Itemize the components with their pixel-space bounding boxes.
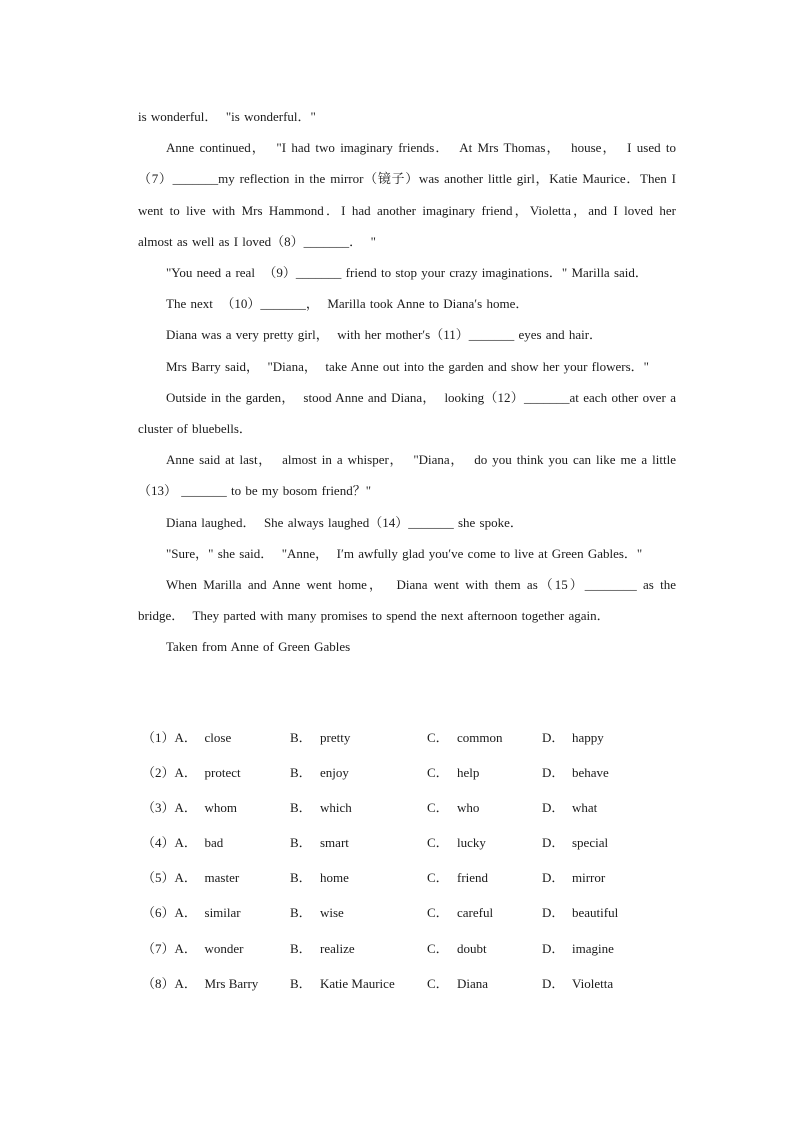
question-number: （5）	[142, 870, 175, 886]
option-letter: A．	[174, 870, 197, 886]
paragraph: is wonderful． "is wonderful．"	[138, 109, 316, 124]
option-text: bad	[204, 835, 224, 851]
option-b[interactable]	[290, 973, 395, 995]
option-letter: B．	[290, 905, 312, 921]
option-text: Diana	[457, 975, 489, 991]
option-c[interactable]	[427, 762, 479, 784]
question-number: （8）	[142, 975, 175, 991]
option-a[interactable]	[142, 762, 241, 784]
option-letter: C．	[427, 730, 449, 745]
option-text: protect	[204, 765, 241, 781]
option-text: smart	[320, 835, 349, 851]
paragraph: "Sure，" she said． "Anne， I′m awfully glad you′ve come to live at Green Gables．"	[166, 545, 643, 561]
option-text: wonder	[204, 940, 244, 956]
option-b[interactable]	[290, 832, 349, 854]
option-text: what	[572, 800, 598, 816]
option-text: enjoy	[320, 765, 349, 781]
option-d[interactable]	[542, 727, 604, 749]
option-c[interactable]	[427, 832, 486, 854]
option-letter: D．	[542, 870, 565, 886]
option-text: pretty	[320, 730, 351, 745]
question-row-4	[142, 832, 662, 867]
option-a[interactable]	[142, 797, 237, 819]
question-row-7	[142, 938, 662, 973]
paragraph: Diana was a very pretty girl， with her mother′s（11）_______ eyes and hair．	[166, 327, 603, 343]
option-text: home	[320, 870, 349, 886]
option-d[interactable]	[542, 762, 609, 784]
option-letter: C．	[427, 835, 449, 851]
option-letter: A．	[174, 975, 197, 991]
option-letter: D．	[542, 765, 565, 781]
option-text: realize	[320, 940, 355, 956]
option-letter: D．	[542, 905, 565, 921]
option-d[interactable]	[542, 973, 613, 995]
option-text: which	[320, 800, 352, 816]
option-text: Violetta	[572, 975, 614, 991]
question-number: （1）	[142, 730, 175, 745]
option-a[interactable]	[142, 938, 244, 960]
option-letter: C．	[427, 765, 449, 781]
option-text: beautiful	[572, 905, 619, 921]
option-letter: B．	[290, 975, 312, 991]
option-d[interactable]	[542, 938, 614, 960]
option-letter: D．	[542, 835, 565, 851]
question-number: （4）	[142, 835, 175, 851]
paragraph: Outside in the garden， stood Anne and Diana， looking（12）_______at each other over a cluster of bluebells．	[138, 389, 681, 437]
question-row-3	[142, 797, 662, 832]
option-c[interactable]	[427, 938, 487, 960]
option-letter: A．	[174, 765, 197, 781]
option-b[interactable]	[290, 797, 352, 819]
option-letter: B．	[290, 730, 312, 745]
option-c[interactable]	[427, 797, 479, 819]
option-b[interactable]	[290, 867, 349, 889]
paragraph: Diana laughed． She always laughed（14）_______ she spoke．	[166, 514, 523, 530]
option-text: careful	[457, 905, 494, 921]
option-a[interactable]	[142, 867, 239, 889]
option-letter: D．	[542, 800, 565, 816]
option-text: help	[457, 765, 480, 781]
option-text: doubt	[457, 940, 487, 956]
option-text: imagine	[572, 940, 614, 956]
option-text: whom	[204, 800, 238, 816]
question-row-1	[142, 727, 662, 762]
question-row-8	[142, 973, 662, 1008]
option-letter: A．	[174, 730, 197, 745]
option-text: who	[457, 800, 480, 816]
option-text: master	[204, 870, 240, 886]
option-text: similar	[204, 905, 241, 921]
option-text: close	[204, 730, 232, 745]
question-number: （3）	[142, 800, 175, 816]
option-text: happy	[572, 730, 604, 745]
option-letter: C．	[427, 800, 449, 816]
option-c[interactable]	[427, 902, 493, 924]
option-letter: B．	[290, 835, 312, 851]
option-letter: C．	[427, 870, 449, 886]
option-letter: A．	[174, 800, 197, 816]
option-letter: C．	[427, 905, 449, 921]
option-text: friend	[457, 870, 489, 886]
option-d[interactable]	[542, 832, 608, 854]
question-row-2	[142, 762, 662, 797]
option-text: wise	[320, 905, 344, 921]
option-letter: B．	[290, 765, 312, 781]
option-b[interactable]	[290, 727, 350, 749]
option-a[interactable]	[142, 902, 241, 924]
option-d[interactable]	[542, 867, 605, 889]
option-letter: A．	[174, 905, 197, 921]
paragraph: Anne said at last， almost in a whisper， "Diana， do you think you can like me a little （13） _______ to be my bosom friend？"	[138, 452, 681, 499]
option-letter: B．	[290, 800, 312, 816]
option-b[interactable]	[290, 762, 349, 784]
option-text: mirror	[572, 870, 606, 886]
option-letter: C．	[427, 940, 449, 956]
paragraph: Mrs Barry said， "Diana， take Anne out into the garden and show her your flowers．"	[166, 358, 649, 374]
option-letter: B．	[290, 870, 312, 886]
option-b[interactable]	[290, 902, 344, 924]
option-letter: B．	[290, 940, 312, 956]
option-b[interactable]	[290, 938, 355, 960]
option-letter: D．	[542, 940, 565, 956]
paragraph: When Marilla and Anne went home， Diana went with them as（15）________ as the bridge． They parted with many promises to spend the next afternoon together again．	[138, 577, 681, 624]
question-number: （6）	[142, 905, 175, 921]
option-c[interactable]	[427, 867, 488, 889]
option-c[interactable]	[427, 727, 503, 749]
option-text: behave	[572, 765, 609, 781]
question-number: （2）	[142, 765, 175, 781]
answer-options	[142, 727, 662, 1008]
option-text: Katie Maurice	[320, 975, 395, 991]
option-letter: C．	[427, 975, 449, 991]
option-d[interactable]	[542, 902, 618, 924]
option-d[interactable]	[542, 797, 597, 819]
option-c[interactable]	[427, 973, 488, 995]
option-a[interactable]	[142, 832, 223, 854]
option-text: special	[572, 835, 609, 851]
option-text: common	[457, 730, 503, 745]
option-letter: A．	[174, 835, 197, 851]
option-letter: D．	[542, 975, 565, 991]
option-letter: A．	[174, 940, 197, 956]
paragraph: "You need a real （9）_______ friend to stop your crazy imaginations．" Marilla said．	[166, 265, 648, 281]
option-a[interactable]	[142, 973, 258, 995]
question-number: （7）	[142, 940, 175, 956]
option-text: Mrs Barry	[204, 975, 259, 991]
reading-passage	[138, 101, 681, 663]
paragraph: Anne continued， "I had two imaginary friends． At Mrs Thomas， house， I used to （7）_______my reflection in the mirror（镜子）was another little girl，Katie Maurice．Then I went to live with Mrs Hammond．I had another imaginary friend，Violetta，and I loved her almost as well as I loved（8）_______． "	[138, 140, 681, 249]
option-text: lucky	[457, 835, 486, 851]
option-letter: D．	[542, 730, 565, 745]
question-row-5	[142, 867, 662, 902]
question-row-6	[142, 902, 662, 937]
option-a[interactable]	[142, 727, 231, 749]
paragraph: The next （10）_______， Marilla took Anne to Diana′s home．	[166, 296, 529, 312]
source-attribution: Taken from Anne of Green Gables	[166, 639, 351, 655]
